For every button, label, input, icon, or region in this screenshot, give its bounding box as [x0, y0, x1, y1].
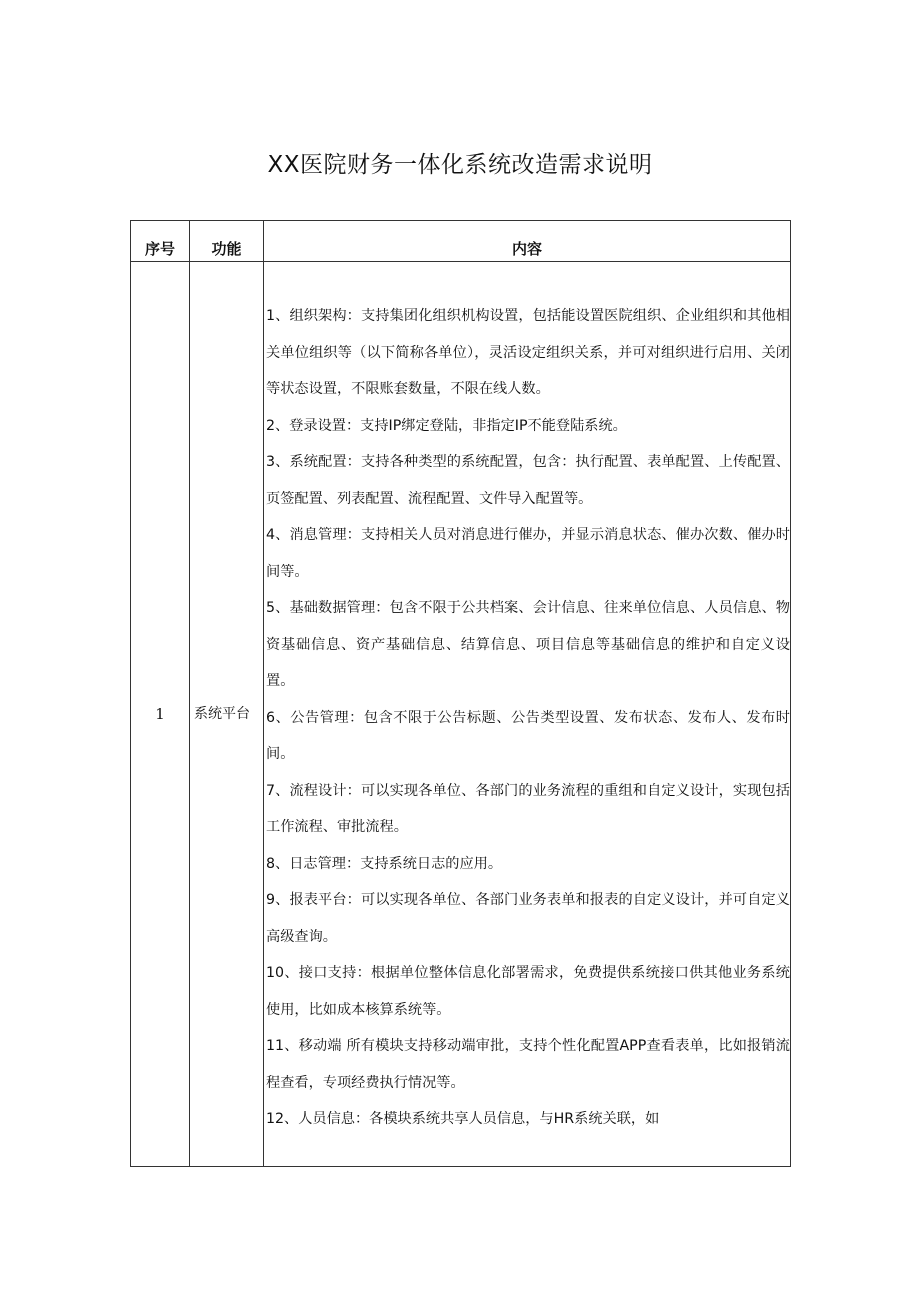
content-item-interface: 10、接口支持：根据单位整体信息化部署需求，免费提供系统接口供其他业务系统使用，比如成本核算系统等。	[266, 965, 790, 1018]
requirements-table	[130, 220, 791, 1167]
content-item-log: 8、日志管理：支持系统日志的应用。	[266, 855, 503, 872]
content-item-announcement: 6、公告管理：包含不限于公告标题、公告类型设置、发布状态、发布人、发布时间。	[266, 709, 790, 762]
table-header-row	[131, 221, 791, 262]
content-item-report: 9、报表平台：可以实现各单位、各部门业务表单和报表的自定义设计，并可自定义高级查询。	[266, 892, 790, 945]
document-title: XX医院财务一体化系统改造需求说明	[267, 152, 653, 178]
header-content: 内容	[264, 221, 791, 262]
header-seq: 序号	[131, 221, 190, 262]
content-item-mobile: 11、移动端 所有模块支持移动端审批，支持个性化配置APP查看表单，比如报销流程查看，专项经费执行情况等。	[266, 1038, 790, 1091]
row-content	[264, 262, 791, 1167]
table-row	[131, 262, 791, 1167]
content-item-organization: 1、组织架构：支持集团化组织机构设置，包括能设置医院组织、企业组织和其他相关单位组织等（以下简称各单位），灵活设定组织关系，并可对组织进行启用、关闭等状态设置，不限账套数量，不限在线人数。	[266, 308, 790, 397]
content-item-basic-data: 5、基础数据管理：包含不限于公共档案、会计信息、往来单位信息、人员信息、物资基础信息、资产基础信息、结算信息、项目信息等基础信息的维护和自定义设置。	[266, 600, 790, 689]
content-item-login: 2、登录设置：支持IP绑定登陆，非指定IP不能登陆系统。	[266, 417, 627, 434]
content-item-message: 4、消息管理：支持相关人员对消息进行催办，并显示消息状态、催办次数、催办时间等。	[266, 527, 790, 580]
row-seq: 1	[131, 262, 190, 1167]
content-item-personnel: 12、人员信息：各模块系统共享人员信息，与HR系统关联，如	[266, 1111, 660, 1127]
content-list	[266, 298, 790, 1138]
content-item-workflow: 7、流程设计：可以实现各单位、各部门的业务流程的重组和自定义设计，实现包括工作流程、审批流程。	[266, 782, 790, 835]
row-function: 系统平台	[190, 262, 264, 1167]
content-item-system-config: 3、系统配置：支持各种类型的系统配置，包含：执行配置、表单配置、上传配置、页签配置、列表配置、流程配置、文件导入配置等。	[266, 454, 790, 507]
header-function: 功能	[190, 221, 264, 262]
